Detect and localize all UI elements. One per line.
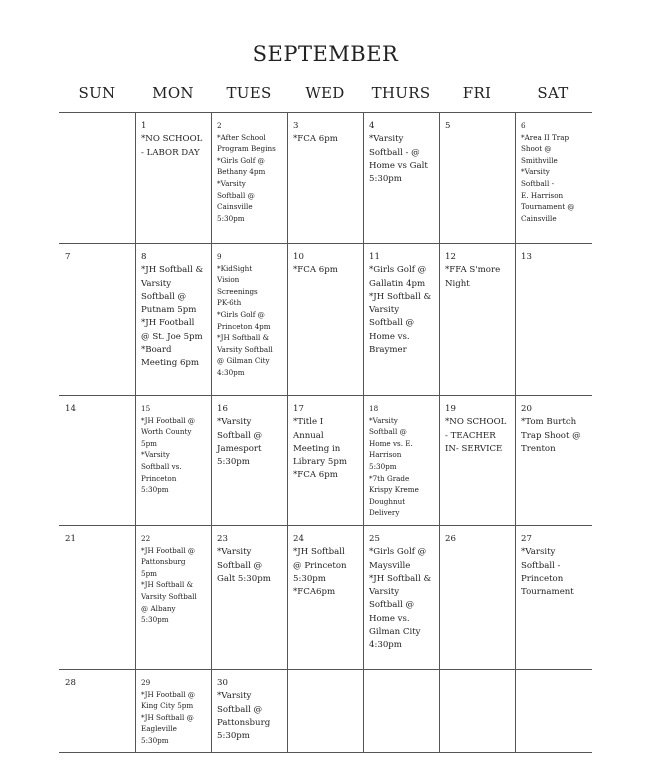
day-number: 16 bbox=[217, 404, 228, 414]
weekday-mon: MON bbox=[152, 84, 194, 102]
day-cell bbox=[293, 533, 363, 599]
day-cell bbox=[521, 120, 591, 224]
grid-line bbox=[287, 112, 288, 753]
day-cell bbox=[217, 677, 287, 743]
day-number: 20 bbox=[521, 404, 532, 414]
day-cell bbox=[217, 251, 287, 379]
day-cell bbox=[65, 533, 135, 546]
day-cell bbox=[293, 120, 363, 147]
day-number: 3 bbox=[293, 121, 299, 131]
day-number: 30 bbox=[217, 678, 228, 688]
grid-line bbox=[211, 112, 212, 753]
day-events: *JH Football @ King City 5pm *JH Softball @ Eagleville 5:30pm bbox=[141, 689, 196, 745]
day-number: 8 bbox=[141, 252, 147, 262]
weekday-wed: WED bbox=[305, 84, 345, 102]
grid-line bbox=[363, 112, 364, 753]
day-cell bbox=[445, 120, 515, 133]
day-number: 7 bbox=[65, 252, 71, 262]
day-number: 18 bbox=[369, 404, 379, 413]
day-cell bbox=[217, 533, 287, 586]
day-number: 22 bbox=[141, 534, 151, 543]
day-events: *After School Program Begins *Girls Golf @ Bethany 4pm *Varsity Softball @ Cainsville 5:30pm bbox=[217, 132, 276, 223]
day-number: 11 bbox=[369, 252, 380, 262]
day-events: *Varsity Softball @ Jamesport 5:30pm bbox=[217, 417, 263, 468]
day-cell bbox=[369, 403, 439, 519]
day-number: 26 bbox=[445, 534, 456, 544]
day-cell bbox=[445, 403, 515, 456]
day-events: *Varsity Softball - Princeton Tournament bbox=[521, 547, 574, 598]
day-events: *Varsity Softball @ Home vs. E. Harrison 5:30pm *7th Grade Krispy Kreme Doughnut Delivery bbox=[369, 415, 419, 518]
day-number: 5 bbox=[445, 121, 451, 131]
day-cell bbox=[521, 251, 591, 264]
day-events: *JH Softball & Varsity Softball @ Putnam 5pm *JH Football @ St. Joe 5pm *Board Meeting 6pm bbox=[141, 265, 204, 369]
weekday-fri: FRI bbox=[462, 84, 492, 102]
day-cell bbox=[369, 251, 439, 357]
day-events: *Tom Burtch Trap Shoot @ Trenton bbox=[521, 417, 581, 454]
day-events: *Varsity Softball @ Pattonsburg 5:30pm bbox=[217, 691, 271, 742]
day-events: *Area II Trap Shoot @ Smithville *Varsity Softball - E. Harrison Tournament @ Cainsville bbox=[521, 132, 575, 223]
grid-line bbox=[59, 752, 592, 753]
day-number: 21 bbox=[65, 534, 76, 544]
grid-line bbox=[59, 395, 592, 396]
grid-line bbox=[59, 525, 592, 526]
weekday-sun: SUN bbox=[78, 84, 116, 102]
day-cell bbox=[445, 251, 515, 291]
day-events: *KidSight Vision Screenings PK-6th *Girls Golf @ Princeton 4pm *JH Softball & Varsity Softball @ Gilman City 4:30pm bbox=[217, 263, 273, 377]
day-cell bbox=[369, 120, 439, 186]
day-number: 10 bbox=[293, 252, 304, 262]
day-number: 4 bbox=[369, 121, 375, 131]
day-number: 29 bbox=[141, 678, 151, 687]
day-number: 2 bbox=[217, 121, 222, 130]
day-events: *Girls Golf @ Maysville *JH Softball & Varsity Softball @ Home vs. Gilman City 4:30pm bbox=[369, 547, 432, 651]
weekday-header-row bbox=[59, 84, 592, 104]
day-number: 6 bbox=[521, 121, 526, 130]
day-cell bbox=[141, 533, 211, 626]
day-cell bbox=[141, 251, 211, 371]
day-events: *FCA 6pm bbox=[293, 265, 338, 276]
day-number: 19 bbox=[445, 404, 456, 414]
day-number: 24 bbox=[293, 534, 304, 544]
weekday-sat: SAT bbox=[537, 84, 569, 102]
day-events: *NO SCHOOL - TEACHER IN- SERVICE bbox=[445, 417, 507, 454]
day-cell bbox=[141, 120, 211, 160]
day-events: *FCA 6pm bbox=[293, 134, 338, 145]
day-events: *Girls Golf @ Gallatin 4pm *JH Softball & Varsity Softball @ Home vs. Braymer bbox=[369, 265, 432, 356]
grid-line bbox=[59, 112, 592, 113]
day-cell bbox=[521, 533, 591, 599]
day-cell bbox=[521, 403, 591, 456]
day-number: 27 bbox=[521, 534, 532, 544]
day-events: *FFA S'more Night bbox=[445, 265, 501, 289]
day-events: *Varsity Softball @ Galt 5:30pm bbox=[217, 547, 271, 584]
day-number: 28 bbox=[65, 678, 76, 688]
day-number: 14 bbox=[65, 404, 76, 414]
day-cell bbox=[141, 403, 211, 496]
day-cell bbox=[65, 403, 135, 416]
grid-line bbox=[515, 112, 516, 753]
day-cell bbox=[141, 677, 211, 747]
day-number: 9 bbox=[217, 252, 222, 261]
day-number: 15 bbox=[141, 404, 151, 413]
grid-line bbox=[135, 112, 136, 753]
day-number: 23 bbox=[217, 534, 228, 544]
day-cell bbox=[217, 120, 287, 224]
day-events: *JH Football @ Worth County 5pm *Varsity Softball vs. Princeton 5:30pm bbox=[141, 415, 196, 495]
day-cell bbox=[65, 677, 135, 690]
weekday-thurs: THURS bbox=[371, 84, 431, 102]
grid-line bbox=[439, 112, 440, 753]
day-number: 17 bbox=[293, 404, 304, 414]
day-events: *NO SCHOOL - LABOR DAY bbox=[141, 134, 203, 158]
day-number: 25 bbox=[369, 534, 380, 544]
day-cell bbox=[217, 403, 287, 469]
day-cell bbox=[445, 533, 515, 546]
weekday-tues: TUES bbox=[226, 84, 272, 102]
day-number: 13 bbox=[521, 252, 532, 262]
day-events: *JH Football @ Pattonsburg 5pm *JH Softball & Varsity Softball @ Albany 5:30pm bbox=[141, 545, 197, 625]
day-events: *JH Softball @ Princeton 5:30pm *FCA6pm bbox=[293, 547, 347, 598]
day-cell bbox=[293, 251, 363, 278]
calendar-grid bbox=[59, 112, 592, 753]
day-number: 1 bbox=[141, 121, 147, 131]
day-number: 12 bbox=[445, 252, 456, 262]
month-title: SEPTEMBER bbox=[252, 42, 399, 66]
grid-line bbox=[59, 669, 592, 670]
day-cell bbox=[293, 403, 363, 483]
day-events: *Title I Annual Meeting in Library 5pm *FCA 6pm bbox=[293, 417, 348, 481]
day-cell bbox=[369, 533, 439, 653]
grid-line bbox=[59, 243, 592, 244]
day-cell bbox=[65, 251, 135, 264]
day-events: *Varsity Softball - @ Home vs Galt 5:30pm bbox=[369, 134, 428, 185]
